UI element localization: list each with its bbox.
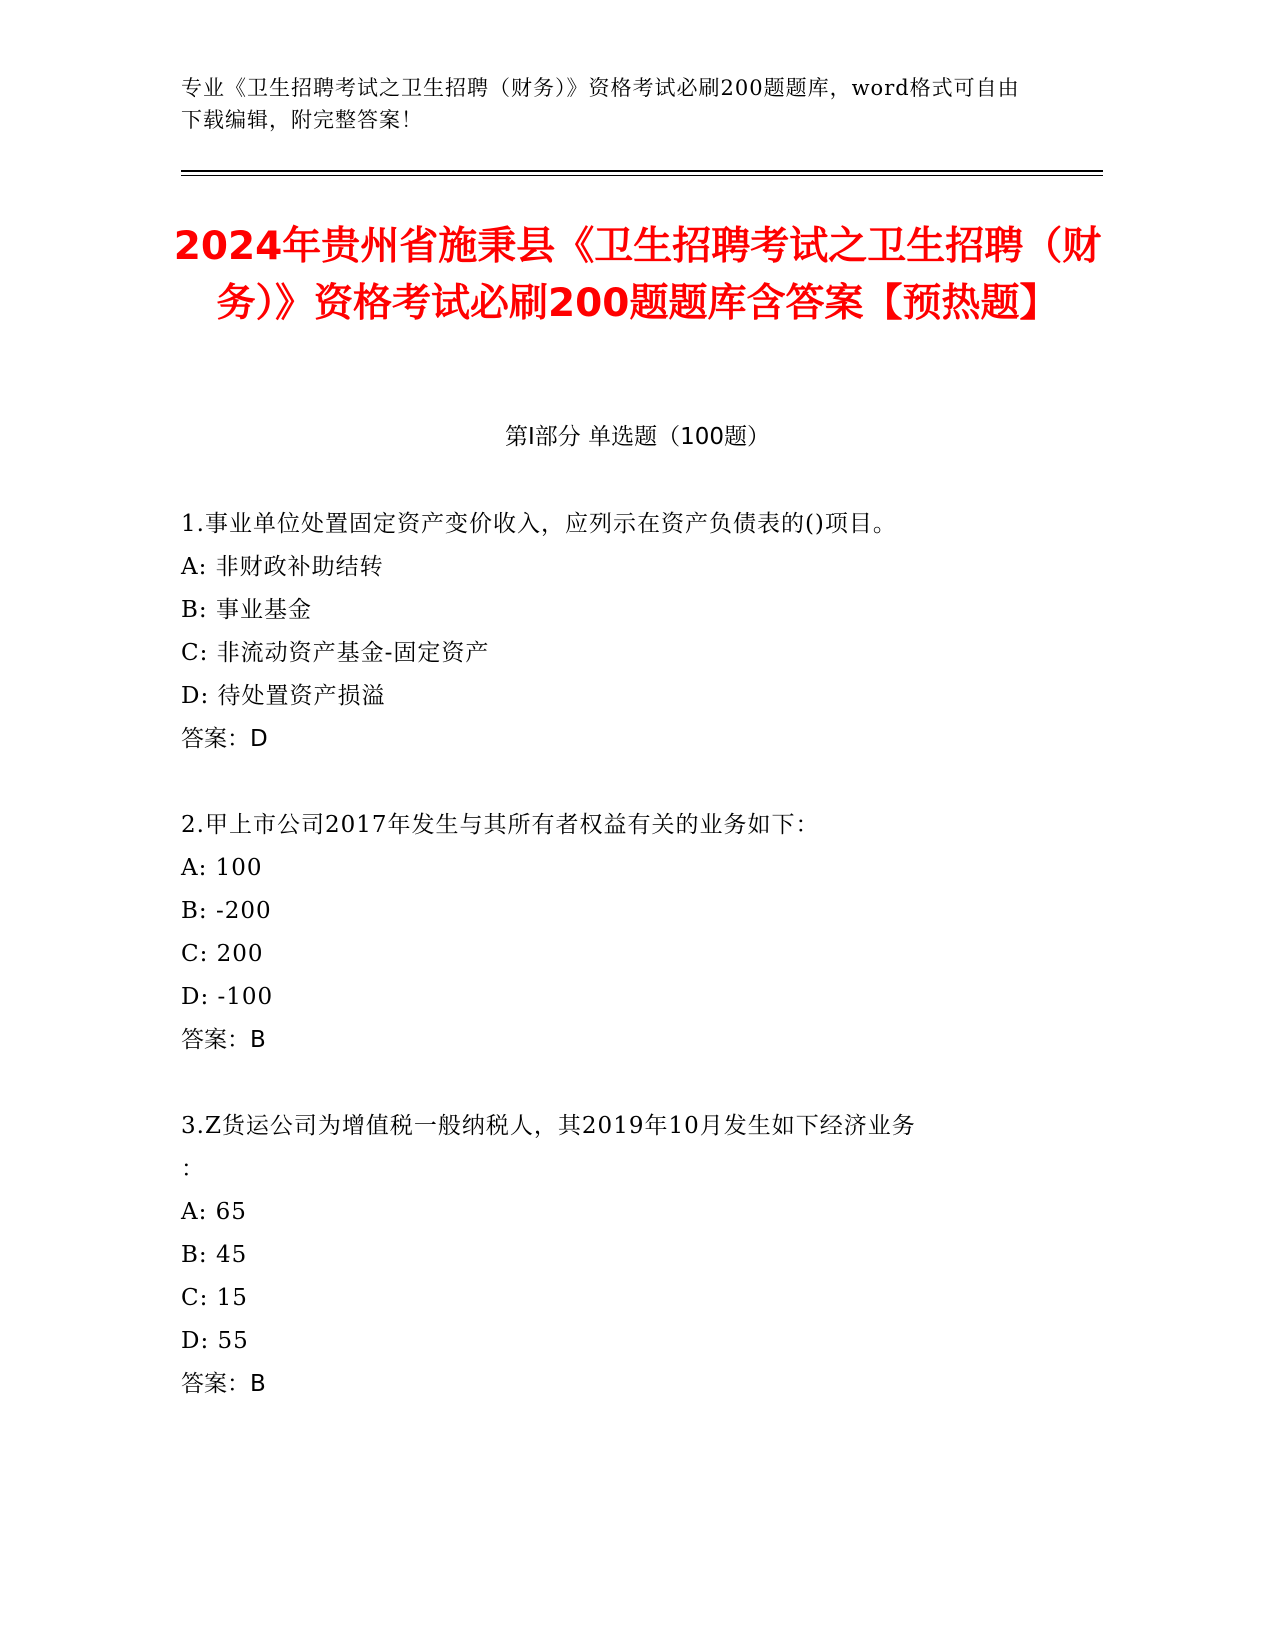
option-a: A: 非财政补助结转: [181, 554, 384, 580]
question-stem: 1.事业单位处置固定资产变价收入，应列示在资产负债表的()项目。: [181, 511, 897, 537]
option-c: C: 非流动资产基金-固定资产: [181, 640, 490, 666]
option-b: B: -200: [181, 898, 272, 924]
option-c: C: 200: [181, 941, 264, 967]
document-title: 2024年贵州省施秉县《卫生招聘考试之卫生招聘（财务）》资格考试必刷200题题库含答案【预热题】: [173, 224, 1102, 326]
question-stem: 3.Z货运公司为增值税一般纳税人，其2019年10月发生如下经济业务: [181, 1113, 916, 1139]
option-b: B: 事业基金: [181, 597, 312, 623]
option-d: D: 55: [181, 1328, 249, 1354]
header-note: 专业《卫生招聘考试之卫生招聘（财务）》资格考试必刷200题题库，word格式可自由下载编辑，附完整答案！: [181, 76, 1020, 132]
option-c: C: 15: [181, 1285, 248, 1311]
question-list: [181, 503, 1051, 1449]
header-divider-thick: [181, 170, 1103, 172]
question-1: [181, 503, 1051, 761]
answer-line: 答案：B: [181, 1371, 266, 1397]
question-stem-continuation: ：: [181, 1156, 205, 1182]
question-2: [181, 804, 1051, 1062]
header-divider-thin: [181, 175, 1103, 176]
question-3: [181, 1105, 1051, 1406]
answer-line: 答案：D: [181, 726, 268, 752]
section-heading: 第Ⅰ部分 单选题（100题）: [505, 424, 770, 450]
option-d: D: -100: [181, 984, 274, 1010]
question-stem: 2.甲上市公司2017年发生与其所有者权益有关的业务如下：: [181, 812, 820, 838]
option-a: A: 65: [181, 1199, 247, 1225]
option-a: A: 100: [181, 855, 263, 881]
answer-line: 答案：B: [181, 1027, 266, 1053]
option-b: B: 45: [181, 1242, 248, 1268]
option-d: D: 待处置资产损溢: [181, 683, 386, 709]
